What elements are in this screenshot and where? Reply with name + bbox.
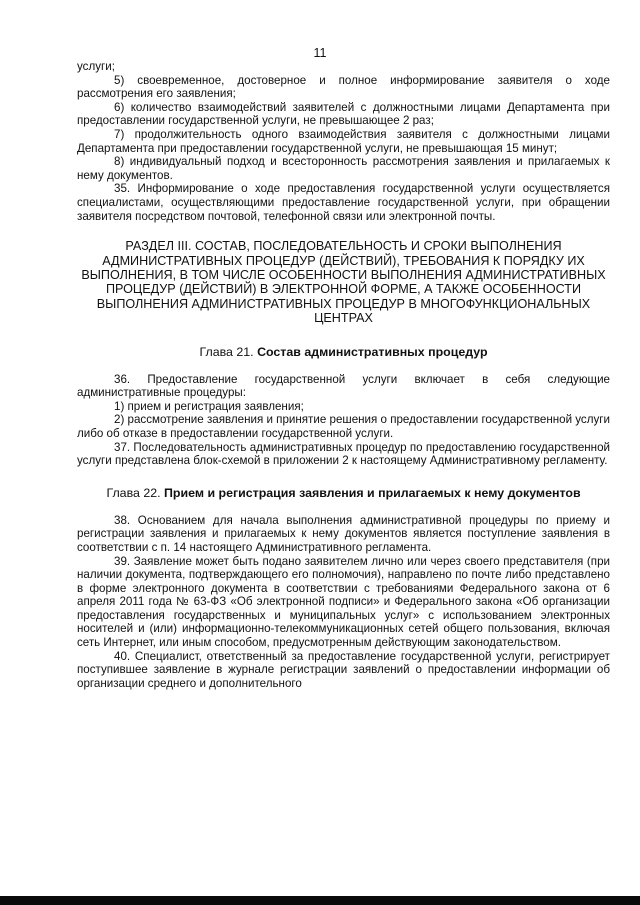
chapter-title: Состав административных процедур bbox=[257, 344, 488, 359]
paragraph: услуги; bbox=[77, 60, 115, 73]
chapter-heading-21 bbox=[77, 345, 610, 359]
chapter-heading-22 bbox=[77, 486, 610, 500]
paragraph: 7) продолжительность одного взаимодействия заявителя с должностными лицами Департамента при предоставлении государственной услуги, не превышающая 15 минут; bbox=[77, 127, 610, 155]
scan-edge-bar bbox=[0, 896, 640, 905]
paragraph: 5) своевременное, достоверное и полное информирование заявителя о ходе рассмотрения его заявления; bbox=[77, 73, 610, 101]
paragraph: 35. Информирование о ходе предоставления государственной услуги осуществляется специалистами, осуществляющими предоставление государственной услуги, при обращении заявителя посредством почтовой, телефонной связи или электронной почты. bbox=[77, 182, 610, 223]
paragraph: 1) прием и регистрация заявления; bbox=[114, 399, 304, 413]
paragraph: 6) количество взаимодействий заявителей с должностными лицами Департамента при предоставлении государственной услуги, не превышающее 2 раз; bbox=[77, 100, 610, 128]
chapter-prefix: Глава 22. bbox=[106, 485, 161, 500]
document-body bbox=[77, 60, 610, 690]
paragraph: 37. Последовательность административных процедур по предоставлению государственной услуги представлена блок-схемой в приложении 2 к настоящему Административному регламенту. bbox=[77, 440, 610, 468]
page-number: 11 bbox=[313, 46, 327, 60]
paragraph: 8) индивидуальный подход и всесторонность рассмотрения заявления и прилагаемых к нему документов. bbox=[77, 155, 610, 182]
section-title: РАЗДЕЛ III. СОСТАВ, ПОСЛЕДОВАТЕЛЬНОСТЬ И СРОКИ ВЫПОЛНЕНИЯ АДМИНИСТРАТИВНЫХ ПРОЦЕДУР (ДЕЙСТВИЙ), ТРЕБОВАНИЯ К ПОРЯДКУ ИХ ВЫПОЛНЕНИЯ, В ТОМ ЧИСЛЕ ОСОБЕННОСТИ ВЫПОЛНЕНИЯ АДМИНИСТРАТИВНЫХ ПРОЦЕДУР (ДЕЙСТВИЙ) В ЭЛЕКТРОННОЙ ФОРМЕ, А ТАКЖЕ ОСОБЕННОСТИ ВЫПОЛНЕНИЯ АДМИНИСТРАТИВНЫХ ПРОЦЕДУР В МНОГОФУНКЦИОНАЛЬНЫХ ЦЕНТРАХ bbox=[81, 239, 606, 326]
paragraph: 38. Основанием для начала выполнения административной процедуры по приему и регистрации заявления и прилагаемых к нему документов является поступление заявления в соответствии с п. 14 настоящего Административного регламента. bbox=[77, 513, 610, 554]
paragraph: 36. Предоставление государственной услуги включает в себя следующие административные процедуры: bbox=[77, 372, 610, 400]
chapter-prefix: Глава 21. bbox=[199, 344, 254, 359]
paragraph: 40. Специалист, ответственный за предоставление государственной услуги, регистрирует поступившее заявление в журнале регистрации заявлений о предоставлении информации об организации среднего и дополнительного bbox=[77, 649, 610, 690]
paragraph: 39. Заявление может быть подано заявителем лично или через своего представителя (при наличии документа, подтверждающего его полномочия), направлено по почте либо представлено в форме электронного документа в соответствии с требованиями Федерального закона от 6 апреля 2011 года № 63-ФЗ «Об электронной подписи» и Федерального закона «Об организации предоставления государственных и муниципальных услуг» с использованием электронных носителей и (или) информационно-телекоммуникационных сетей общего пользования, включая сеть Интернет, или иным способом, предусмотренным действующим законодательством. bbox=[77, 554, 610, 650]
paragraph: 2) рассмотрение заявления и принятие решения о предоставлении государственной услуги либо об отказе в предоставлении государственной услуги. bbox=[77, 413, 610, 440]
chapter-title: Прием и регистрация заявления и прилагаемых к нему документов bbox=[164, 485, 581, 500]
